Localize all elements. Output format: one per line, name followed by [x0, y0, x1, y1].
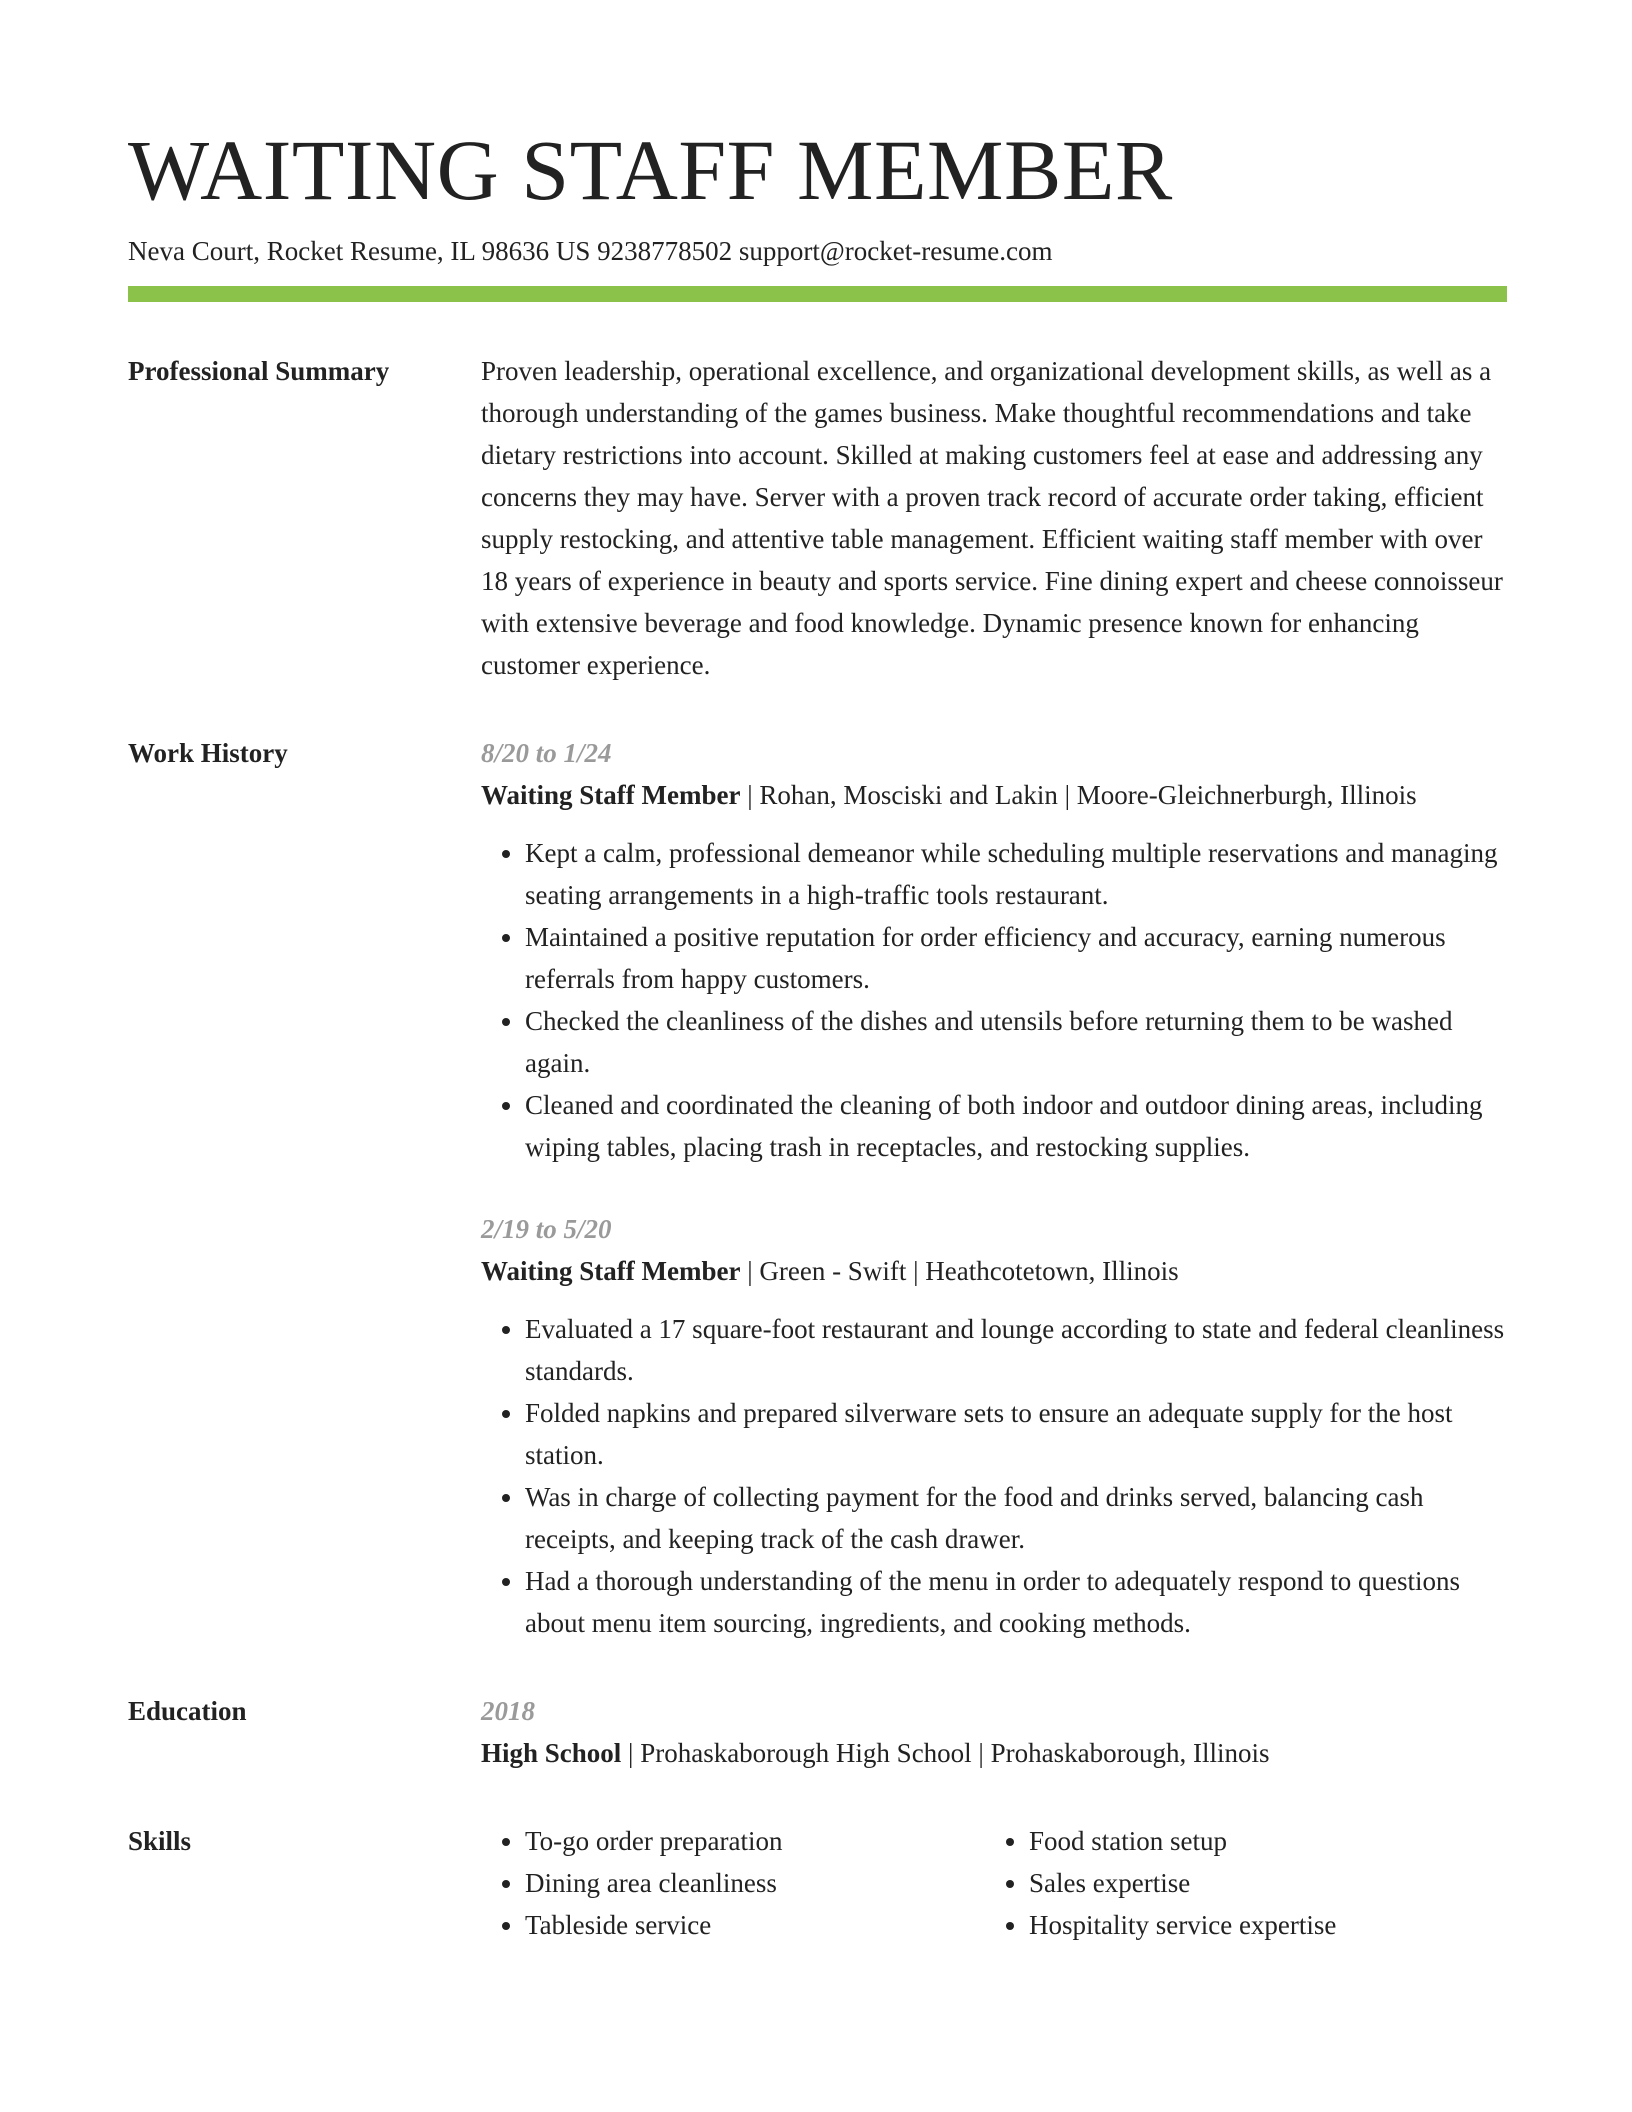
job-bullet: • Checked the cleanliness of the dishes and utensils before returning them to be washed again. — [525, 1000, 1507, 1084]
job-details: | Rohan, Mosciski and Lakin | Moore-Gleichnerburgh, Illinois — [740, 780, 1417, 810]
education-degree: High School — [481, 1738, 622, 1768]
section-title-education: Education — [128, 1696, 247, 1726]
skill-item: • To-go order preparation — [525, 1820, 985, 1862]
job-date: 2/19 to 5/20 — [481, 1214, 612, 1244]
job-bullet: • Maintained a positive reputation for order efficiency and accuracy, earning numerous referrals from happy customers. — [525, 916, 1507, 1000]
skill-item: • Food station setup — [1029, 1820, 1489, 1862]
skill-item: • Tableside service — [525, 1904, 985, 1946]
skill-item: • Hospitality service expertise — [1029, 1904, 1489, 1946]
section-title-work-history: Work History — [128, 738, 288, 768]
education-details: | Prohaskaborough High School | Prohaskaborough, Illinois — [621, 1738, 1270, 1768]
job-title-line — [481, 774, 1507, 816]
summary-section — [128, 350, 1507, 686]
job-bullet: • Had a thorough understanding of the menu in order to adequately respond to questions about menu item sourcing, ingredients, and cooking methods. — [525, 1560, 1507, 1644]
job-role: Waiting Staff Member — [481, 1256, 741, 1286]
skills-list-right — [985, 1820, 1489, 1946]
header-divider — [128, 286, 1507, 302]
education-body — [481, 1690, 1507, 1774]
skills-section — [128, 1820, 1507, 1946]
resume-name: WAITING STAFF MEMBER — [128, 122, 1173, 218]
job-bullet: • Evaluated a 17 square-foot restaurant and lounge according to state and federal cleanliness standards. — [525, 1308, 1507, 1392]
resume-page — [128, 118, 1507, 1946]
skill-item: • Dining area cleanliness — [525, 1862, 985, 1904]
job-bullet: • Was in charge of collecting payment for the food and drinks served, balancing cash receipts, and keeping track of the cash drawer. — [525, 1476, 1507, 1560]
job-date: 8/20 to 1/24 — [481, 738, 612, 768]
job-title-line — [481, 1250, 1507, 1292]
contact-line: Neva Court, Rocket Resume, IL 98636 US 9238778502 support@rocket-resume.com — [128, 236, 1053, 266]
work-history-section — [128, 732, 1507, 1644]
job-bullet: • Cleaned and coordinated the cleaning of both indoor and outdoor dining areas, including wiping tables, placing trash in receptacles, and restocking supplies. — [525, 1084, 1507, 1168]
job-bullets — [481, 1308, 1507, 1644]
job-bullet: • Kept a calm, professional demeanor while scheduling multiple reservations and managing seating arrangements in a high-traffic tools restaurant. — [525, 832, 1507, 916]
skills-body — [481, 1820, 1507, 1946]
job-bullet: • Folded napkins and prepared silverware sets to ensure an adequate supply for the host station. — [525, 1392, 1507, 1476]
job-entry — [481, 732, 1507, 1168]
education-date: 2018 — [481, 1696, 535, 1726]
work-history-body — [481, 732, 1507, 1644]
education-section — [128, 1690, 1507, 1774]
summary-text: Proven leadership, operational excellence, and organizational development skills, as well as a thorough understanding of the games business. Make thoughtful recommendations and take dietary restrictions into account. Skilled at making customers feel at ease and addressing any concerns they may have. Server with a proven track record of accurate order taking, efficient supply restocking, and attentive table management. Efficient waiting staff member with over 18 years of experience in beauty and sports service. Fine dining expert and cheese connoisseur with extensive beverage and food knowledge. Dynamic presence known for enhancing customer experience. — [481, 356, 1503, 680]
skills-list-left — [481, 1820, 985, 1946]
summary-body — [481, 350, 1507, 686]
job-bullets — [481, 832, 1507, 1168]
section-title-summary: Professional Summary — [128, 356, 390, 386]
job-entry — [481, 1208, 1507, 1644]
education-line — [481, 1732, 1507, 1774]
job-details: | Green - Swift | Heathcotetown, Illinois — [740, 1256, 1179, 1286]
job-role: Waiting Staff Member — [481, 780, 741, 810]
section-title-skills: Skills — [128, 1826, 192, 1856]
skill-item: • Sales expertise — [1029, 1862, 1489, 1904]
